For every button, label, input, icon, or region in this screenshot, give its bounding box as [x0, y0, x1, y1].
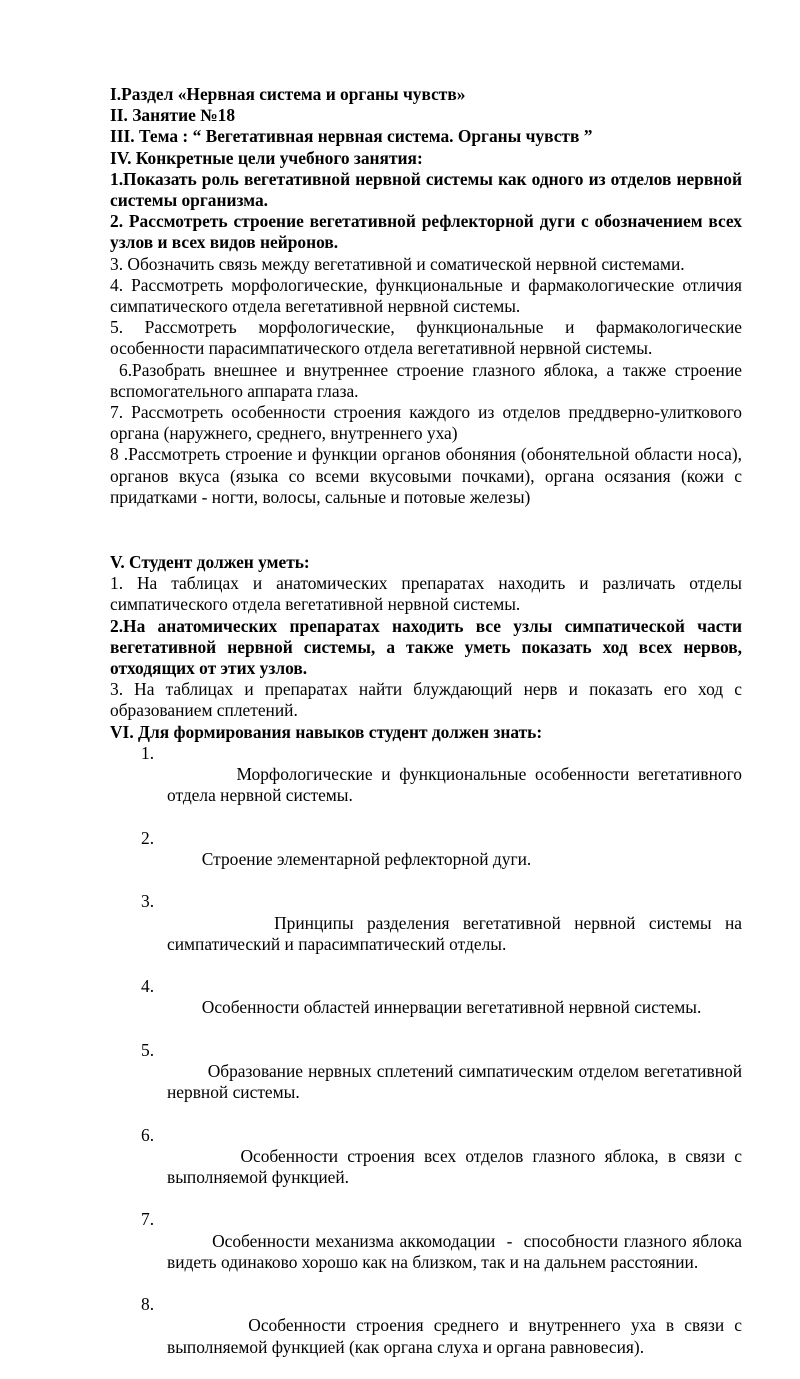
- goal-item-7: 7. Рассмотреть особенности строения каждого из отделов преддверно-улиткового органа (наружнего, среднего, внутреннего уха): [110, 402, 751, 444]
- list-item-text: Особенности областей иннервации вегетативной нервной системы.: [201, 997, 702, 1018]
- list-item-text: Строение элементарной рефлекторной дуги.: [201, 848, 532, 869]
- list-item: [110, 891, 747, 976]
- list-item-marker: 8.: [141, 1294, 155, 1315]
- skill-item-1: 1. На таблицах и анатомических препаратах находить и различать отделы симпатического отдела вегетативной нервной системы.: [110, 573, 747, 615]
- list-item-marker: 5.: [141, 1039, 155, 1060]
- list-item: [110, 1124, 747, 1210]
- list-item-marker: 4.: [141, 976, 155, 997]
- heading-section-i: I.Раздел «Нервная система и органы чувств»: [110, 84, 466, 104]
- list-item-text: Особенности строения среднего и внутреннего уха в связи с выполняемой функцией (как органа слуха и органа равновесия).: [167, 1315, 747, 1357]
- list-item: [110, 1209, 747, 1294]
- goal-item-6: 6.Разобрать внешнее и внутреннее строение глазного яблока, а также строение вспомогательного аппарата глаза.: [110, 359, 747, 401]
- goal-item-2: 2. Рассмотреть строение вегетативной рефлекторной дуги с обозначением всех узлов и всех видов нейронов.: [110, 211, 747, 253]
- list-item: [110, 828, 742, 892]
- list-item-text: Образование нервных сплетений симпатическим отделом вегетативной нервной системы.: [167, 1060, 747, 1103]
- goal-item-4: 4. Рассмотреть морфологические, функциональные и фармакологические отличия симпатического отдела вегетативной нервной системы.: [110, 274, 747, 317]
- list-item-marker: 7.: [141, 1209, 155, 1230]
- skill-item-3: 3. На таблицах и препаратах найти блуждающий нерв и показать его ход с образованием сплетений.: [110, 679, 747, 721]
- heading-section-iii: III. Тема : “ Вегетативная нервная система. Органы чувств ”: [110, 126, 593, 147]
- document-body: [110, 84, 751, 1379]
- list-item-text: Принципы разделения вегетативной нервной системы на симпатический и парасимпатический отделы.: [167, 912, 747, 954]
- list-item-marker: 2.: [141, 827, 155, 848]
- list-item-marker: 3.: [141, 891, 155, 912]
- heading-section-ii: II. Занятие №18: [110, 105, 236, 126]
- list-item: [110, 742, 747, 828]
- goal-item-1: 1.Показать роль вегетативной нервной системы как одного из отделов нервной системы организма.: [110, 168, 747, 211]
- section-spacer: [110, 508, 742, 552]
- heading-section-vi: VI. Для формирования навыков студент должен знать:: [110, 721, 543, 742]
- goal-item-5: 5. Рассмотреть морфологические, функциональные и фармакологические особенности парасимпатического отдела вегетативной нервной системы.: [110, 317, 747, 359]
- list-item-text: Морфологические и функциональные особенности вегетативного отдела нервной системы.: [167, 764, 747, 806]
- list-item: [110, 1294, 747, 1379]
- list-item-marker: 6.: [141, 1124, 155, 1145]
- goal-item-8: 8 .Рассмотреть строение и функции органов обоняния (обонятельной области носа), органов вкуса (языка со всеми вкусовыми почками), органа осязания (кожи с придатками - ногти, волосы, сальные и потовые железы): [110, 444, 747, 507]
- list-item-marker: 1.: [141, 742, 155, 763]
- knowledge-list: [110, 742, 747, 1379]
- list-item: [110, 976, 742, 1040]
- list-item: [110, 1039, 747, 1125]
- heading-section-iv: IV. Конкретные цели учебного занятия:: [110, 147, 423, 168]
- goal-item-3: 3. Обозначить связь между вегетативной и соматической нервной системами.: [110, 253, 685, 274]
- list-item-text: Особенности строения всех отделов глазного яблока, в связи с выполняемой функцией.: [167, 1145, 747, 1187]
- skill-item-2: 2.На анатомических препаратах находить все узлы симпатической части вегетативной нервной системы, а также уметь показать ход всех нервов, отходящих от этих узлов.: [110, 615, 747, 679]
- heading-section-v: V. Студент должен уметь:: [110, 552, 310, 573]
- list-item-text: Особенности механизма аккомодации - способности глазного яблока видеть одинаково хорошо как на близком, так и на дальнем расстоянии.: [167, 1230, 747, 1272]
